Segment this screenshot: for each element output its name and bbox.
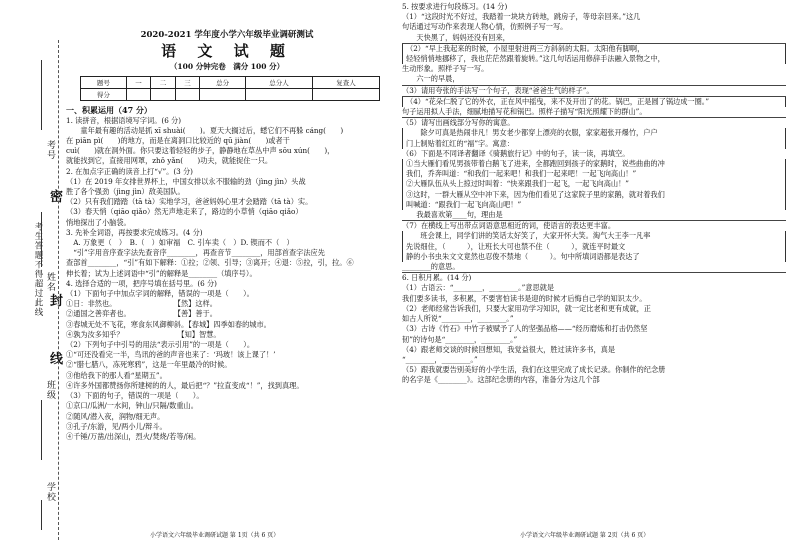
text-line: 静的小书虫朱文文竟然也忍俊不禁地（ ）。句中所填词语都是表达了 (402, 252, 786, 262)
text-line: 悄地探出了小脑袋。 (66, 217, 131, 227)
exam-year-line: 2020-2021 学年度小学六年级毕业调研测试 (140, 30, 314, 40)
score-entry-cell[interactable] (126, 89, 151, 101)
text-line: 5. 按要求进行句段练习。(14 分) (402, 2, 508, 11)
text-line: （2）下列句子中引号的用法“表示引用”的一项是（ ）。 (66, 340, 255, 350)
text-line: 童年最有趣的活动是抓 xī shuài( )。夏天大搁过后，蟋它们不再躲 cáng( ) (66, 125, 344, 135)
footer-page-1: 小学语文六年级毕业调研试题 第 1页（共 6 页） (150, 532, 280, 539)
xingming-underline (41, 212, 42, 267)
text-line: ②大雁队伍从头上掠过时叫着：“快来跟我们一起飞，一起飞向高山！” (402, 179, 786, 189)
text-line: （3）古诗《竹石》中竹子被赋予了人的坚强品格——“经历磨炼和打击仍然坚 (402, 324, 648, 334)
text-line: 4. 选择合适的一项，把序号填在括号里。(6 分) (66, 278, 217, 288)
text-line: ③孔子/东游，见/两小儿/辩斗。 (66, 421, 167, 431)
label-kaohao: 考号 (45, 140, 55, 160)
text-line: 天快黑了，妈妈还没有回来， (402, 33, 786, 44)
text-line: 我们要多读书，多积累，不要害怕读书是迎的时候才后悔自己学的知识太少。 (402, 293, 647, 303)
score-entry-cell[interactable] (175, 89, 200, 101)
score-cell: 总分人 (245, 77, 312, 89)
score-table (80, 76, 380, 101)
seal-xian: 线 (50, 352, 64, 367)
text-line: 2. 在加点字正确的读音上打“√”。(3 分) (66, 166, 193, 176)
seal-feng: 封 (50, 294, 64, 309)
text-line: ①日：非然也。 【然】这样。 (66, 299, 217, 309)
label-xingming: 姓名 (45, 272, 55, 292)
text-line: ①京口/瓜洲/一水间，钟山/只隔/数重山。 (66, 401, 198, 411)
text-line: 1. 读拼音，根据语境写字词。(6 分) (66, 115, 182, 125)
text-line: 叫喊道：“跟我们一起飞向高山吧！” (402, 200, 786, 210)
text-line: （2）只有我们踏踏（tā tà）实地学习，爸爸妈妈心里才会踏踏（tā tà）实。 (66, 197, 313, 207)
text-line: 六一的早晨， (402, 74, 786, 85)
text-line: 伸长着；试为上述词语中“引”的解释是________（填序号）。 (66, 268, 257, 278)
text-line: 6. 日积月累。(14 分) (402, 273, 472, 283)
score-table-header-row (81, 77, 380, 89)
text-line: （3）请用夸张的手法写一个句子，表现“爸爸生气的样子”。 (402, 85, 594, 95)
binding-margin (0, 0, 66, 547)
text-line: 我们，乔奔叫道：“和我们一起来吧！和我们一起来吧！一起飞向高山！” (402, 169, 786, 179)
text-line: （5）请写出画线部分写你的寓意。 (402, 118, 515, 128)
text-line: 查部首________，“引”有如下解释：①拉；②领、引导；③离开；④退：⑤拉，引，拉。⑥ (66, 258, 354, 268)
text-line: ④千锤/万凿/出深山，烈火/焚烧/若等/闲。 (66, 431, 201, 441)
score-entry-cell[interactable] (245, 89, 312, 101)
score-cell: 复查人 (312, 77, 379, 89)
text-line: （4）“花朵仁脱了它的外衣，正在风中摇曳，来不及开出了的花。锅巴，正是圆了锅边成一圈。” (402, 97, 786, 107)
text-line: 除夕可真是热闹非凡！男女老少都穿上漂亮的衣服，家家超张开爆竹，户户 (402, 128, 786, 138)
text-line: ①当大雁们看见男孩带着白鹅飞了进来，全都跑回到孩子的家鹅时，说些曲曲的冲 (402, 159, 786, 169)
text-line: 句子运用拟人手法，细腻地描写花和锅巴。照样子描写“阳光照耀下的群山”。 (402, 107, 647, 117)
text-line: ③春城无处不飞花，寒食东风御柳斜。【春城】四季如春的城市。 (66, 319, 271, 329)
score-cell: 一 (126, 77, 151, 89)
label-xuexiao: 学校 (45, 482, 55, 502)
exam-title: 语 文 试 题 (161, 42, 293, 61)
text-line: 门上制贴着红红的“福”字。寓意： (402, 139, 786, 149)
text-line: （7）在横线上写出带点词语意思相近的词，使语言的表达更丰富。 (402, 221, 616, 231)
text-line: ②通国之善弈者也。 【善】善于。 (66, 309, 217, 319)
text-line: （4）跟老师交谈的时候回想知，我觉益很大，胜过读许多书，真是 (402, 344, 616, 354)
text-line: 胜了各个强劲（jìng jìn）敌美国队。 (66, 187, 185, 197)
score-cell: 三 (175, 77, 200, 89)
kaohao-underline (41, 60, 42, 130)
score-entry-cell[interactable] (312, 89, 379, 101)
score-entry-cell[interactable] (200, 89, 246, 101)
text-line: 句话通过写动作来表现人物心情，仿照例子写一写。 (402, 22, 568, 32)
text-line: 韧”的诗句是“________，________。” (402, 334, 518, 344)
text-line: （1）“这段时光不好过，我踏着一块块方砖地，跳房子，等母亲回来。”这几 (402, 12, 641, 22)
text-line: 我最喜欢第____句，理由是 (402, 210, 503, 220)
score-entry-cell[interactable] (151, 89, 176, 101)
page-2 (402, 2, 786, 386)
text-line: （1）下面句子中加点字词的解释，错误的一项是（ ）。 (66, 289, 254, 299)
margin-notice: 考生答题不得超过此线 (33, 222, 43, 317)
text-line: A. 万象更（ ） B.（ ）如审福 C. 引车卖（ ）D. 锲而不（ ） (66, 238, 294, 248)
text-line: ③这时，一群大雁从空中冲下来，因为他们看见了这家院子里的家鹅，就对着我们 (402, 190, 786, 200)
text-line: 轻轻悄悄地挪移了，我也茫茫然跟着旋转。”这几句话运用修辞手法融入景物之中， (402, 54, 786, 64)
text-line: 在 piān pì( )的地方，而是在离洞口比较近的 qū jiàn( )或者干 (66, 136, 290, 146)
text-line: （5）跟我就要告别美好的小学生活，我们在这里完成了成长记录。你制作的纪念册 (402, 365, 666, 375)
text-line: 一、积累运用（47 分） (66, 105, 152, 116)
footer-page-2: 小学语文六年级毕业调研试题 第 2页（共 6 页） (520, 532, 650, 539)
text-line: 班会课上，同学们讲的笑话太好笑了，大家开怀大笑。淘气大王李一凡率 (402, 231, 786, 241)
page-1-body (66, 105, 388, 442)
text-line: ④许多外国都赞扬你所建树的的人，最后把“？”拉直变成“！”，找到真理。 (66, 380, 304, 390)
seal-mi: 密 (50, 190, 64, 205)
page-2-body (402, 2, 786, 386)
text-line: cuì( )就在洞外面。你只要这着轻轻的步子，静静地在草丛中声 sōu xún( )， (66, 146, 335, 156)
text-line: （2）“早上我起来的时候，小屋里射进两三方斜斜的太阳。太阳他有脚啊， (402, 44, 786, 54)
score-cell: 题号 (81, 77, 127, 89)
text-line: （3）下面的句子，错误的一项是（ ）。 (66, 391, 204, 401)
binding-dashed-line (58, 40, 59, 540)
text-line: 如古人所说“________，________。” (402, 314, 514, 324)
score-cell: 得分 (81, 89, 127, 101)
score-table-score-row (81, 89, 380, 101)
text-line: 先说细住，（ ），让班长大可也禁不住（ ），就连平时最文 (402, 242, 786, 252)
text-line: “引”字用音序查字法先查音序________，再查音节________，用部首查字法应先 (66, 248, 325, 258)
text-line: （1）古语云：“________，________。”意思就是 (402, 283, 555, 293)
text-line: ④孰为汝多知乎？ 【知】智慧。 (66, 329, 221, 339)
text-line: 3. 先补全词语，再按要求完成练习。(4 分) (66, 227, 203, 237)
text-line: （6）下面是不同译者翻译《骑鹅旅行记》中的句子，读一读，再填空。 (402, 148, 630, 158)
text-line: （1）在 2019 年女排世界杯上，中国女排以永不服输的劲（jìng jìn）头战 (66, 176, 306, 186)
banji-underline (41, 400, 42, 460)
xuexiao-underline (41, 500, 42, 530)
text-line: （3）春天悄（qiāo qiǎo）然无声地走来了，路边的小草悄（qiāo qiǎo） (66, 207, 303, 217)
text-line: 生动形象。照样子写一写。 (402, 64, 489, 74)
text-line: ________的意思。 (402, 262, 786, 273)
exam-subtitle: （100 分钟完卷 满分 100 分） (169, 62, 285, 72)
text-line: 的名字是《________》。这部纪念册的内容，准备分为这几个部 (402, 375, 600, 385)
score-cell: 总分 (200, 77, 246, 89)
page-1 (66, 0, 388, 442)
text-line: ②随风/潜入夜，润物/细无声。 (66, 411, 165, 421)
text-line: ②“腊七腊八，冻死寒鸦”，这是一年里最冷的时候。 (66, 360, 232, 370)
text-line: （2）老师经常告诉我们，只要大家用功学习知识，就一定比老和更有成就，正 (402, 303, 651, 313)
text-line: ③他给我下的那人看“星期五”。 (66, 370, 167, 380)
text-line: ①“可还没看完一半，鸟讯的爸的声音也来了：‘玛玻！该上课了！’ (66, 350, 276, 360)
score-cell: 二 (151, 77, 176, 89)
text-line: 就能找到它，直接用网罩，zhǒ yǎn( )功夫，就能捉住一只。 (66, 156, 273, 166)
text-line: “________，________。” (402, 354, 478, 364)
label-banji: 班级 (45, 380, 55, 400)
